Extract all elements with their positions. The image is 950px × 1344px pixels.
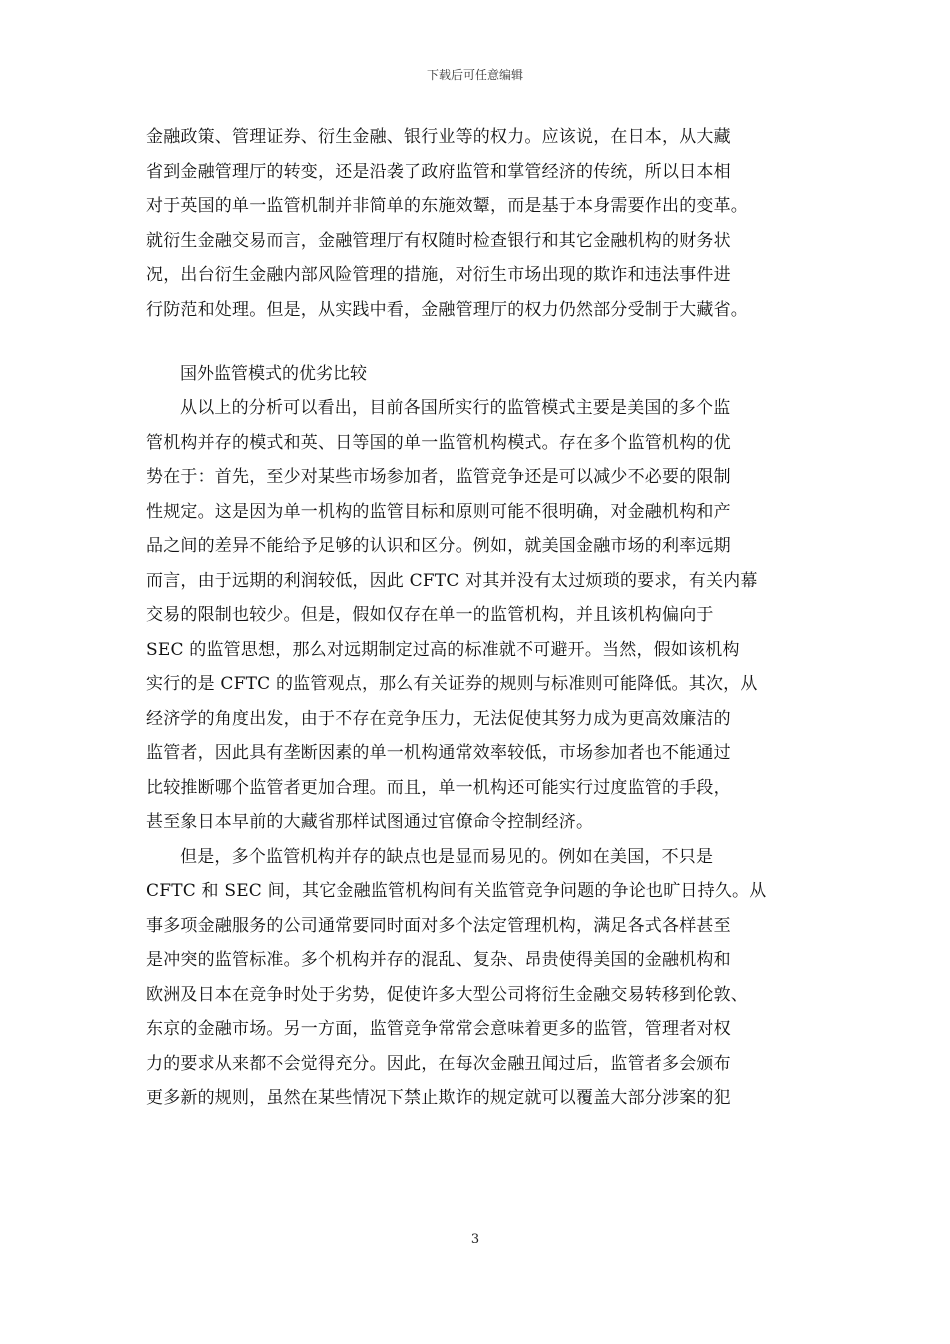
text-line: 欧洲及日本在竞争时处于劣势，促使许多大型公司将衍生金融交易转移到伦敦、 <box>146 984 748 1005</box>
text-line: 是冲突的监管标准。多个机构并存的混乱、复杂、昂贵使得美国的金融机构和 <box>146 950 731 970</box>
text-line: 况，出台衍生金融内部风险管理的措施，对衍生市场出现的欺诈和违法事件进 <box>146 265 731 285</box>
text-line: 管机构并存的模式和英、日等国的单一监管机构模式。存在多个监管机构的优 <box>146 432 731 453</box>
text-line: 品之间的差异不能给予足够的认识和区分。例如，就美国金融市场的利率远期 <box>146 536 731 556</box>
text-line: 性规定。这是因为单一机构的监管目标和原则可能不很明确，对金融机构和产 <box>146 501 731 522</box>
text-line: 而言，由于远期的利润较低，因此 CFTC 对其并没有太过烦琐的要求，有关内幕 <box>146 570 758 591</box>
text-line: 从以上的分析可以看出，目前各国所实行的监管模式主要是美国的多个监 <box>180 398 731 418</box>
paragraph-2 <box>146 391 826 840</box>
paragraph-spacer <box>146 327 826 357</box>
page-header: 下载后可任意编辑 <box>426 68 523 82</box>
text-line: 经济学的角度出发，由于不存在竞争压力，无法促使其努力成为更高效廉洁的 <box>146 708 731 729</box>
page-number: 3 <box>470 1232 480 1247</box>
text-line: 更多新的规则，虽然在某些情况下禁止欺诈的规定就可以覆盖大部分涉案的犯 <box>146 1088 731 1108</box>
text-line: 力的要求从来都不会觉得充分。因此，在每次金融丑闻过后，监管者多会颁布 <box>146 1053 731 1074</box>
text-line: 省到金融管理厅的转变，还是沿袭了政府监管和掌管经济的传统，所以日本相 <box>146 161 731 182</box>
text-line: 甚至象日本早前的大藏省那样试图通过官僚命令控制经济。 <box>146 812 594 832</box>
section-heading: 国外监管模式的优劣比较 <box>180 364 367 384</box>
text-line: 实行的是 CFTC 的监管观点，那么有关证券的规则与标准则可能降低。其次，从 <box>146 674 758 694</box>
text-line: 事多项金融服务的公司通常要同时面对多个法定管理机构，满足各式各样甚至 <box>146 915 731 936</box>
text-line: 比较推断哪个监管者更加合理。而且，单一机构还可能实行过度监管的手段， <box>146 777 731 798</box>
text-line: 但是，多个监管机构并存的缺点也是显而易见的。例如在美国，不只是 <box>180 846 714 867</box>
text-line: SEC 的监管思想，那么对远期制定过高的标准就不可避开。当然，假如该机构 <box>146 639 740 660</box>
text-line: 东京的金融市场。另一方面，监管竞争常常会意味着更多的监管，管理者对权 <box>146 1019 731 1039</box>
paragraph-3 <box>146 840 826 1116</box>
document-body <box>146 120 826 1116</box>
text-line: 金融政策、管理证券、衍生金融、银行业等的权力。应该说，在日本，从大藏 <box>146 127 731 147</box>
text-line: 监管者，因此具有垄断因素的单一机构通常效率较低，市场参加者也不能通过 <box>146 743 731 763</box>
text-line: 势在于：首先，至少对某些市场参加者，监管竞争还是可以减少不必要的限制 <box>146 467 731 487</box>
text-line: 交易的限制也较少。但是，假如仅存在单一的监管机构，并且该机构偏向于 <box>146 605 714 625</box>
text-line: 对于英国的单一监管机制并非简单的东施效颦，而是基于本身需要作出的变革。 <box>146 196 748 216</box>
text-line: 行防范和处理。但是，从实践中看，金融管理厅的权力仍然部分受制于大藏省。 <box>146 299 748 320</box>
text-line: CFTC 和 SEC 间，其它金融监管机构间有关监管竞争问题的争论也旷日持久。从 <box>146 881 767 901</box>
paragraph-1 <box>146 120 826 327</box>
text-line: 就衍生金融交易而言，金融管理厅有权随时检查银行和其它金融机构的财务状 <box>146 230 731 251</box>
